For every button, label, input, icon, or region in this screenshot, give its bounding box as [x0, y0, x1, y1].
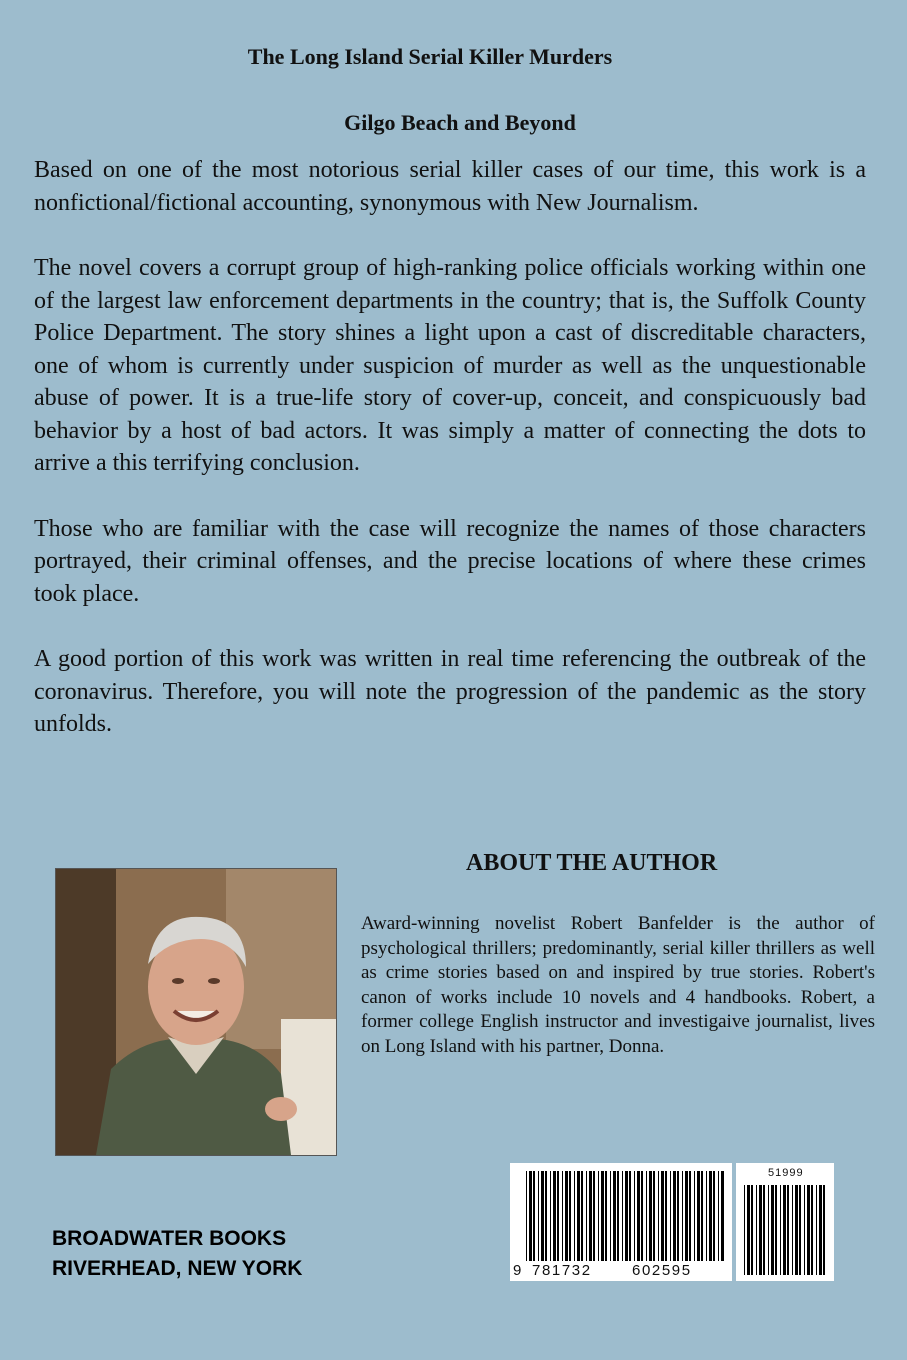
barcode-bar — [545, 1171, 547, 1261]
about-author-heading: ABOUT THE AUTHOR — [466, 850, 718, 876]
barcode-bar — [823, 1185, 825, 1275]
barcode-bar — [622, 1171, 623, 1261]
barcode-bar — [804, 1185, 805, 1275]
barcode-bar — [677, 1171, 679, 1261]
barcode-bar — [811, 1185, 813, 1275]
barcode-bar — [569, 1171, 571, 1261]
barcode-bar — [625, 1171, 628, 1261]
blurb-paragraph: Based on one of the most notorious serial killer cases of our time, this work is a nonfictional/fictional accounting, synonymous with New Journalism. — [34, 157, 866, 216]
barcode-bar — [771, 1185, 774, 1275]
barcode-bar — [713, 1171, 715, 1261]
barcode-bar — [529, 1171, 532, 1261]
barcode-bar — [756, 1185, 757, 1275]
barcode-bar — [649, 1171, 652, 1261]
author-photo — [55, 868, 337, 1156]
barcode-bar — [697, 1171, 700, 1261]
price-code: 51999 — [768, 1167, 804, 1179]
barcode-bar — [747, 1185, 750, 1275]
barcode-bar — [673, 1171, 676, 1261]
blurb-paragraph: A good portion of this work was written in real time referencing the outbreak of the coronavirus. Therefore, you will note the progression of the pandemic as the story unfolds. — [34, 646, 866, 737]
barcode-bar — [541, 1171, 544, 1261]
barcode-bar — [574, 1171, 575, 1261]
barcode-bar — [670, 1171, 671, 1261]
barcode-bar — [557, 1171, 559, 1261]
author-portrait-image — [56, 869, 336, 1155]
barcode-bar — [694, 1171, 695, 1261]
price-barcode-bars — [736, 1163, 834, 1281]
blurb — [34, 154, 866, 774]
barcode-bar — [601, 1171, 604, 1261]
blurb-paragraph: The novel covers a corrupt group of high-ranking police officials working within one of the largest law enforcement departments in the country; that is, the Suffolk County Police Department. The story shines a light upon a cast of discreditable characters, one of whom is currently under suspicion of murder as well as the unquestionable abuse of power. It is a true-life story of cover-up, conceit, and conspicuously bad behavior by a host of bad actors. It was simply a matter of connecting the dots to arrive a this terrifying conclusion. — [34, 255, 866, 476]
barcode-bar — [581, 1171, 583, 1261]
barcode-bar — [598, 1171, 599, 1261]
barcode-bar — [792, 1185, 793, 1275]
barcode-bar — [562, 1171, 563, 1261]
barcode-digits-left: 781732 — [532, 1262, 592, 1279]
barcode-bar — [637, 1171, 640, 1261]
publisher-location: RIVERHEAD, NEW YORK — [52, 1257, 303, 1280]
barcode-bar — [646, 1171, 647, 1261]
barcode-bar — [665, 1171, 667, 1261]
barcode-bar — [768, 1185, 769, 1275]
isbn-barcode — [510, 1163, 834, 1283]
barcode-bar — [799, 1185, 801, 1275]
barcode-bar — [721, 1171, 724, 1261]
barcode-bar — [613, 1171, 616, 1261]
barcode-bar — [775, 1185, 777, 1275]
barcode-bar — [661, 1171, 664, 1261]
barcode-bar — [751, 1185, 753, 1275]
barcode-bar — [795, 1185, 798, 1275]
barcode-bar — [759, 1185, 762, 1275]
blurb-paragraph: Those who are familiar with the case will recognize the names of those characters portrayed, their criminal offenses, and the precise locations of where these crimes took place. — [34, 515, 866, 607]
barcode-bar — [586, 1171, 587, 1261]
author-bio: Award-winning novelist Robert Banfelder is the author of psychological thrillers; predominantly, serial killer thrillers as well as crime stories based on and inspired by true stories. Robert's canon of works include 10 novels and 4 handbooks. Robert, a former college English instructor and investigaive journalist, lives on Long Island with his partner, Donna. — [361, 913, 875, 1057]
barcode-bar — [617, 1171, 619, 1261]
barcode-bar — [550, 1171, 551, 1261]
barcode-bar — [783, 1185, 786, 1275]
barcode-bar — [658, 1171, 659, 1261]
barcode-bar — [816, 1185, 817, 1275]
barcode-bar — [565, 1171, 568, 1261]
barcode-bar — [819, 1185, 822, 1275]
barcode-bar — [634, 1171, 635, 1261]
publisher-name: BROADWATER BOOKS — [52, 1227, 287, 1250]
barcode-bar — [629, 1171, 631, 1261]
book-title: The Long Island Serial Killer Murders — [247, 44, 613, 69]
barcode-bar — [593, 1171, 595, 1261]
barcode-bar — [763, 1185, 765, 1275]
barcode-bar — [787, 1185, 789, 1275]
publisher-info — [52, 1224, 302, 1284]
barcode-bar — [744, 1185, 745, 1275]
barcode-bar — [589, 1171, 592, 1261]
barcode-bar — [610, 1171, 611, 1261]
barcode-bar — [718, 1171, 719, 1261]
barcode-bar — [526, 1171, 527, 1261]
book-subtitle: Gilgo Beach and Beyond — [344, 110, 576, 135]
barcode-bar — [533, 1171, 535, 1261]
barcode-bar — [538, 1171, 539, 1261]
barcode-bar — [689, 1171, 691, 1261]
barcode-bar — [780, 1185, 781, 1275]
barcode-lead-digit: 9 — [513, 1262, 522, 1279]
barcode-bar — [701, 1171, 703, 1261]
barcode-bar — [685, 1171, 688, 1261]
barcode-bar — [577, 1171, 580, 1261]
barcode-bar — [709, 1171, 712, 1261]
barcode-bar — [605, 1171, 607, 1261]
barcode-bar — [807, 1185, 810, 1275]
barcode-bar — [682, 1171, 683, 1261]
barcode-bar — [653, 1171, 655, 1261]
price-barcode — [736, 1163, 834, 1281]
barcode-bar — [641, 1171, 643, 1261]
barcode-bar — [706, 1171, 707, 1261]
barcode-bar — [553, 1171, 556, 1261]
barcode-digits-right: 602595 — [632, 1262, 692, 1279]
ean-barcode — [510, 1163, 732, 1281]
